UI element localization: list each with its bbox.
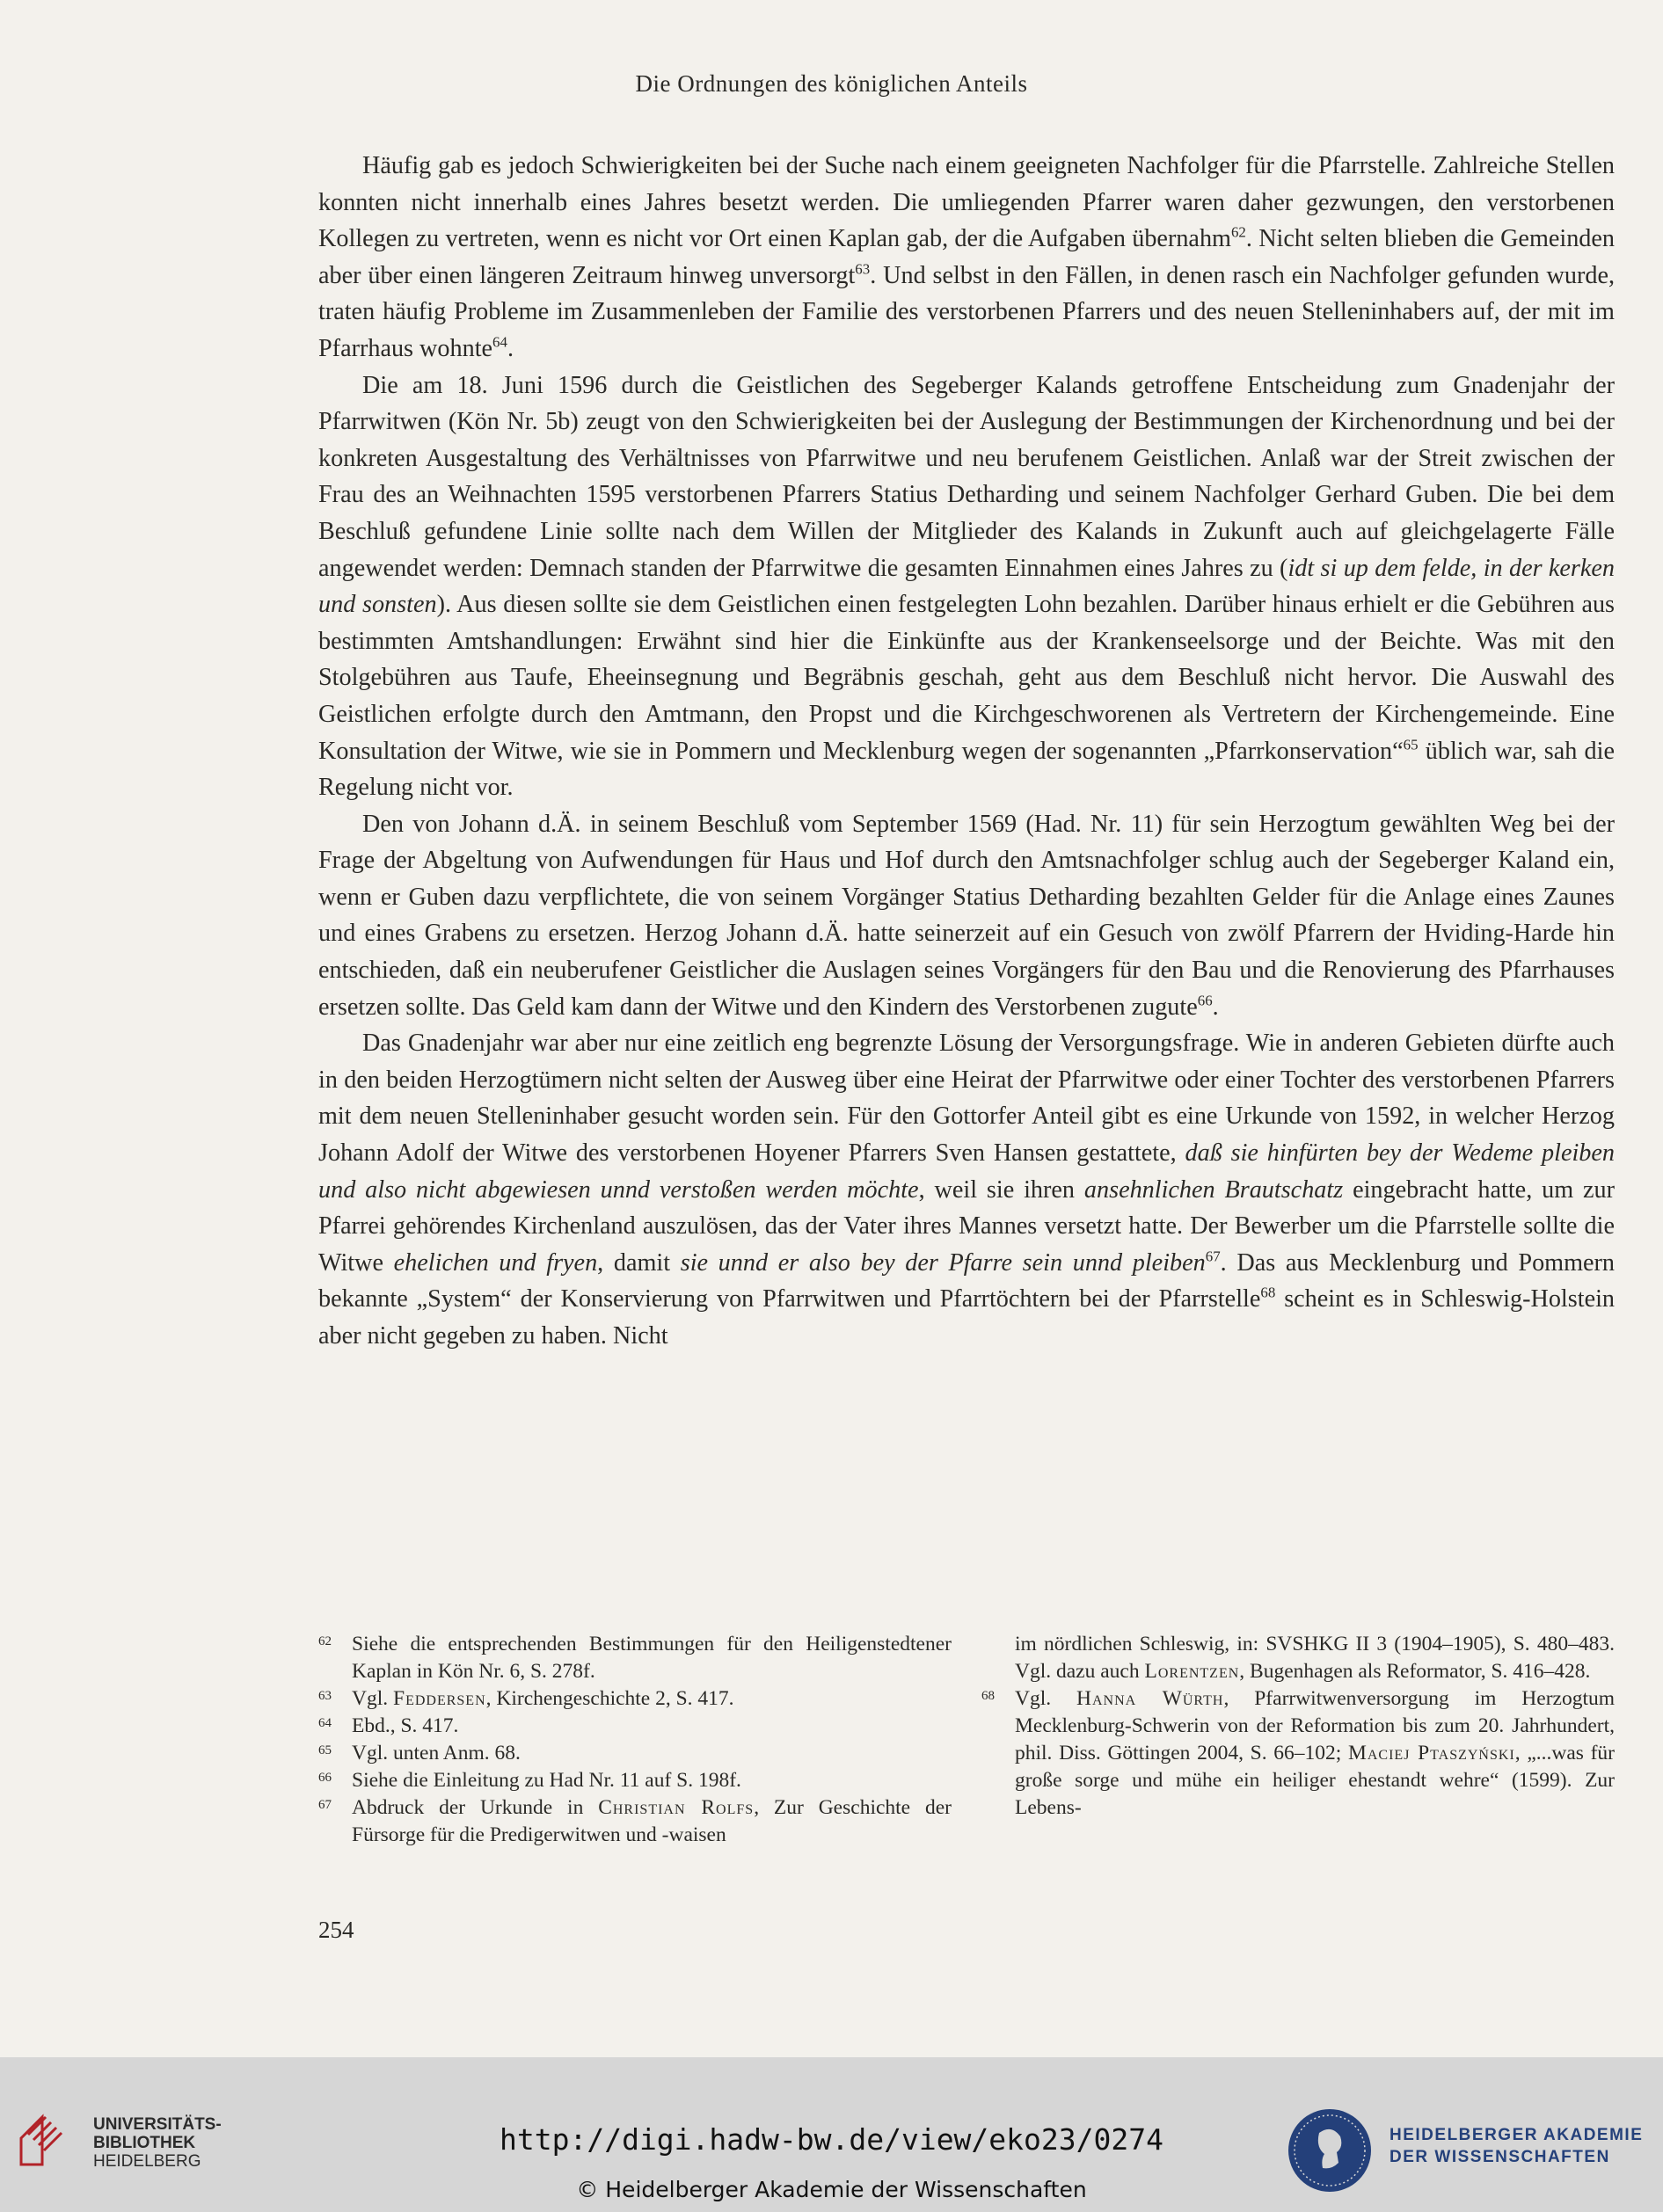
- library-name-line: BIBLIOTHEK: [93, 2134, 196, 2152]
- text-run: .: [507, 334, 514, 362]
- footnote-continuation: [981, 1631, 1615, 1685]
- italic-quotation: ansehnlichen Brautschatz: [1083, 1175, 1344, 1204]
- footnote-text: [352, 1631, 952, 1685]
- footnote-reference: 64: [492, 333, 507, 351]
- footnote: [981, 1685, 1615, 1822]
- italic-quotation: sie unnd er also bey der Pfarre sein unnd pleiben: [680, 1248, 1206, 1277]
- footnote: [318, 1631, 952, 1685]
- footnote-text: [1015, 1685, 1615, 1822]
- text-run: , weil sie ihren: [918, 1175, 1084, 1204]
- text-run: scheint es in Schleswig-Holstein aber nicht gegeben zu haben. Nicht: [318, 1285, 1616, 1350]
- text-run: . Nicht selten blieben die Gemeinden aber über einen längeren Zeitraum hinweg unversorgt: [318, 225, 1616, 289]
- text-run: im nördlichen Schleswig, in: SVSHKG II 3 (1904–1905), S. 480–483. Vgl. dazu auch: [1015, 1633, 1615, 1683]
- text-run: Vgl. unten Anm. 68.: [352, 1742, 521, 1765]
- text-run: , Kirchengeschichte 2, S. 417.: [485, 1687, 734, 1710]
- footnote: [318, 1794, 952, 1849]
- text-run: Ebd., S. 417.: [352, 1714, 459, 1737]
- footnote-number: 62: [318, 1634, 332, 1648]
- footnote-text: [352, 1713, 952, 1740]
- text-run: Siehe die entsprechenden Bestimmungen für den Heiligenstedtener Kaplan in Kön Nr. 6, S. 278f.: [352, 1633, 952, 1683]
- text-run: üblich war, sah die Regelung nicht vor.: [318, 737, 1615, 802]
- footnote-text: [352, 1794, 952, 1849]
- text-run: . Und selbst in den Fällen, in denen rasch ein Nachfolger gefunden wurde, traten häufig Probleme im Zusammenleben der Familie des verstorbenen Pfarrers und des neuen Stelleninhabers auf, der mit im Pfarrhaus wohnte: [318, 261, 1615, 362]
- text-run: .: [1212, 993, 1219, 1021]
- footnote-number: 64: [318, 1716, 332, 1730]
- body-text: [318, 148, 1615, 1355]
- text-run: , Pfarrwitwenversorgung im Herzogtum Mecklenburg-Schwerin von der Reformation bis zum 20. Jahrhundert, phil. Diss. Göttingen 2004, S. 66–102;: [1015, 1687, 1616, 1765]
- text-run: , Bugenhagen als Reformator, S. 416–428.: [1239, 1660, 1591, 1683]
- author-name: Feddersen: [393, 1687, 486, 1710]
- author-name: Hanna Würth: [1076, 1687, 1224, 1710]
- text-run: Vgl.: [1015, 1687, 1077, 1710]
- source-url-link[interactable]: http://digi.hadw-bw.de/view/eko23/0274: [500, 2122, 1163, 2157]
- library-name-line: HEIDELBERG: [93, 2152, 201, 2171]
- footnote-number: 66: [318, 1771, 332, 1785]
- footnote-reference: 67: [1205, 1248, 1221, 1265]
- text-run: , „...was für große sorge und mühe ein heiliger ehestandt wehre“ (1599). Zur Lebens-: [1015, 1742, 1615, 1819]
- author-name: Christian Rolfs: [598, 1796, 755, 1819]
- footnote-reference: 65: [1403, 736, 1419, 753]
- body-paragraph: [318, 367, 1615, 806]
- footnote-reference: 68: [1260, 1284, 1276, 1302]
- academy-seal-icon: [1286, 2106, 1374, 2194]
- body-paragraph: [318, 1025, 1615, 1354]
- footnote-reference: 63: [855, 260, 871, 278]
- text-run: Die am 18. Juni 1596 durch die Geistlichen des Segeberger Kalands getroffene Entscheidung zum Gnadenjahr der Pfarrwitwen (Kön Nr. 5b) zeugt von den Schwierigkeiten bei der Auslegung der Bestimmungen der Kirchenordnung und bei der konkreten Ausgestaltung des Verhältnisses von Pfarrwitwe und neu berufenem Geistlichen. Anlaß war der Streit zwischen der Frau des an Weihnachten 1595 verstorbenen Pfarrers Statius Detharding und seinem Nachfolger Gerhard Guben. Die bei dem Beschluß gefundene Linie sollte nach dem Willen der Mitglieder des Kalands in Zukunft auch auf gleichgelagerte Fälle angewendet werden: Demnach standen der Pfarrwitwe die gesamten Einnahmen eines Jahres zu (: [318, 371, 1615, 582]
- footnote: [318, 1713, 952, 1740]
- text-run: Siehe die Einleitung zu Had Nr. 11 auf S. 198f.: [352, 1769, 741, 1792]
- author-name: Lorentzen: [1144, 1660, 1240, 1683]
- footnote: [318, 1767, 952, 1794]
- footnote-number: 68: [981, 1689, 995, 1703]
- page-number: 254: [318, 1917, 354, 1943]
- text-run: . Das aus Mecklenburg und Pommern bekannte „System“ der Konservierung von Pfarrwitwen und Pfarrtöchtern bei der Pfarrstelle: [318, 1248, 1616, 1313]
- text-run: Vgl.: [352, 1687, 393, 1710]
- text-run: Den von Johann d.Ä. in seinem Beschluß vom September 1569 (Had. Nr. 11) für sein Herzogtum gewählten Weg bei der Frage der Abgeltung von Aufwendungen für Haus und Hof durch den Amtsnachfolger schlug auch der Segeberger Kaland ein, wenn er Guben dazu verpflichtete, die von seinem Vorgänger Statius Detharding bezahlten Gelder für die Anlage eines Zaunes und eines Grabens zu ersetzen. Herzog Johann d.Ä. hatte seinerzeit auf ein Gesuch von zwölf Pfarrern der Hviding-Harde hin entschieden, daß ein neuberufener Geistlicher die Auslagen seines Vorgängers für den Bau und die Renovierung des Pfarrhauses ersetzen sollte. Das Geld kam dann der Witwe und den Kindern des Verstorbenen zugute: [318, 810, 1615, 1021]
- copyright-notice: © Heidelberger Akademie der Wissenschaften: [576, 2177, 1087, 2202]
- body-paragraph: [318, 806, 1615, 1026]
- footnotes-right-column: [981, 1631, 1615, 1849]
- library-name-line: UNIVERSITÄTS-: [93, 2115, 222, 2134]
- footnotes-left-column: [318, 1631, 952, 1849]
- footnotes: [318, 1631, 1615, 1849]
- text-run: , damit: [597, 1248, 681, 1277]
- academy-name-line: DER WISSENSCHAFTEN: [1389, 2148, 1610, 2166]
- footnote-text: [352, 1740, 952, 1767]
- academy-name-line: HEIDELBERGER AKADEMIE: [1389, 2126, 1644, 2144]
- footnote-text: [352, 1685, 952, 1713]
- footnote-reference: 62: [1230, 223, 1246, 241]
- text-run: Das Gnadenjahr war aber nur eine zeitlich eng begrenzte Lösung der Versorgungsfrage. Wie in anderen Gebieten dürfte auch in den beiden Herzogtümern nicht selten der Ausweg über eine Heirat der Pfarrwitwe oder einer Tochter des verstorbenen Pfarrers mit dem neuen Stelleninhaber gesucht worden sein. Für den Gottorfer Anteil gibt es eine Urkunde von 1592, in welcher Herzog Johann Adolf der Witwe des verstorbenen Hoyener Pfarrers Sven Hansen gestattete,: [318, 1030, 1615, 1168]
- footnote-number: 63: [318, 1689, 332, 1703]
- text-run: Häufig gab es jedoch Schwierigkeiten bei der Suche nach einem geeigneten Nachfolger für die Pfarrstelle. Zahlreiche Stellen konnten nicht innerhalb eines Jahres besetzt werden. Die umliegenden Pfarrer waren daher gezwungen, den verstorbenen Kollegen zu vertreten, wenn es nicht vor Ort einen Kaplan gab, der die Aufgaben übernahm: [318, 152, 1615, 253]
- author-name: Maciej Ptaszyński: [1347, 1742, 1515, 1765]
- footer-bar: [0, 2057, 1663, 2212]
- footnote-text: [352, 1767, 952, 1794]
- text-run: Abdruck der Urkunde in: [352, 1796, 599, 1819]
- italic-quotation: ehelichen und fryen: [393, 1248, 598, 1277]
- academy-name: [1389, 2124, 1643, 2168]
- footnote-number: 65: [318, 1743, 332, 1757]
- italic-quotation: daß sie hinfürten bey der Wedeme pleiben und also nicht abgewiesen unnd verstoßen werden möchte: [318, 1139, 1615, 1204]
- footnote: [318, 1685, 952, 1713]
- footnote-reference: 66: [1197, 992, 1213, 1009]
- text-run: , Zur Geschichte der Fürsorge für die Predigerwitwen und -waisen: [352, 1796, 952, 1846]
- text-run: eingebracht hatte, um zur Pfarrei gehörendes Kirchenland auszulösen, das der Vater ihres Mannes versetzt hatte. Der Bewerber um die Pfarrstelle sollte die Witwe: [318, 1175, 1615, 1277]
- running-head: Die Ordnungen des königlichen Anteils: [635, 70, 1028, 97]
- italic-quotation: idt si up dem felde, in der kerken und sonsten: [318, 554, 1615, 619]
- footnote: [318, 1740, 952, 1767]
- footnote-number: 67: [318, 1798, 332, 1812]
- body-paragraph: [318, 148, 1615, 367]
- text-run: ). Aus diesen sollte sie dem Geistlichen einen festgelegten Lohn bezahlen. Darüber hinaus erhielt er die Gebühren aus bestimmten Amtshandlungen: Erwähnt sind hier die Einkünfte aus der Krankenseelsorge und der Beichte. Was mit den Stolgebühren aus Taufe, Eheeinsegnung und Begräbnis geschah, geht aus dem Beschluß nicht hervor. Die Auswahl des Geistlichen erfolgte durch den Amtmann, den Propst und die Kirchgeschworenen als Vertretern der Kirchengemeinde. Eine Konsultation der Witwe, wie sie in Pommern und Mecklenburg wegen der sogenannten „Pfarrkonservation“: [318, 591, 1616, 765]
